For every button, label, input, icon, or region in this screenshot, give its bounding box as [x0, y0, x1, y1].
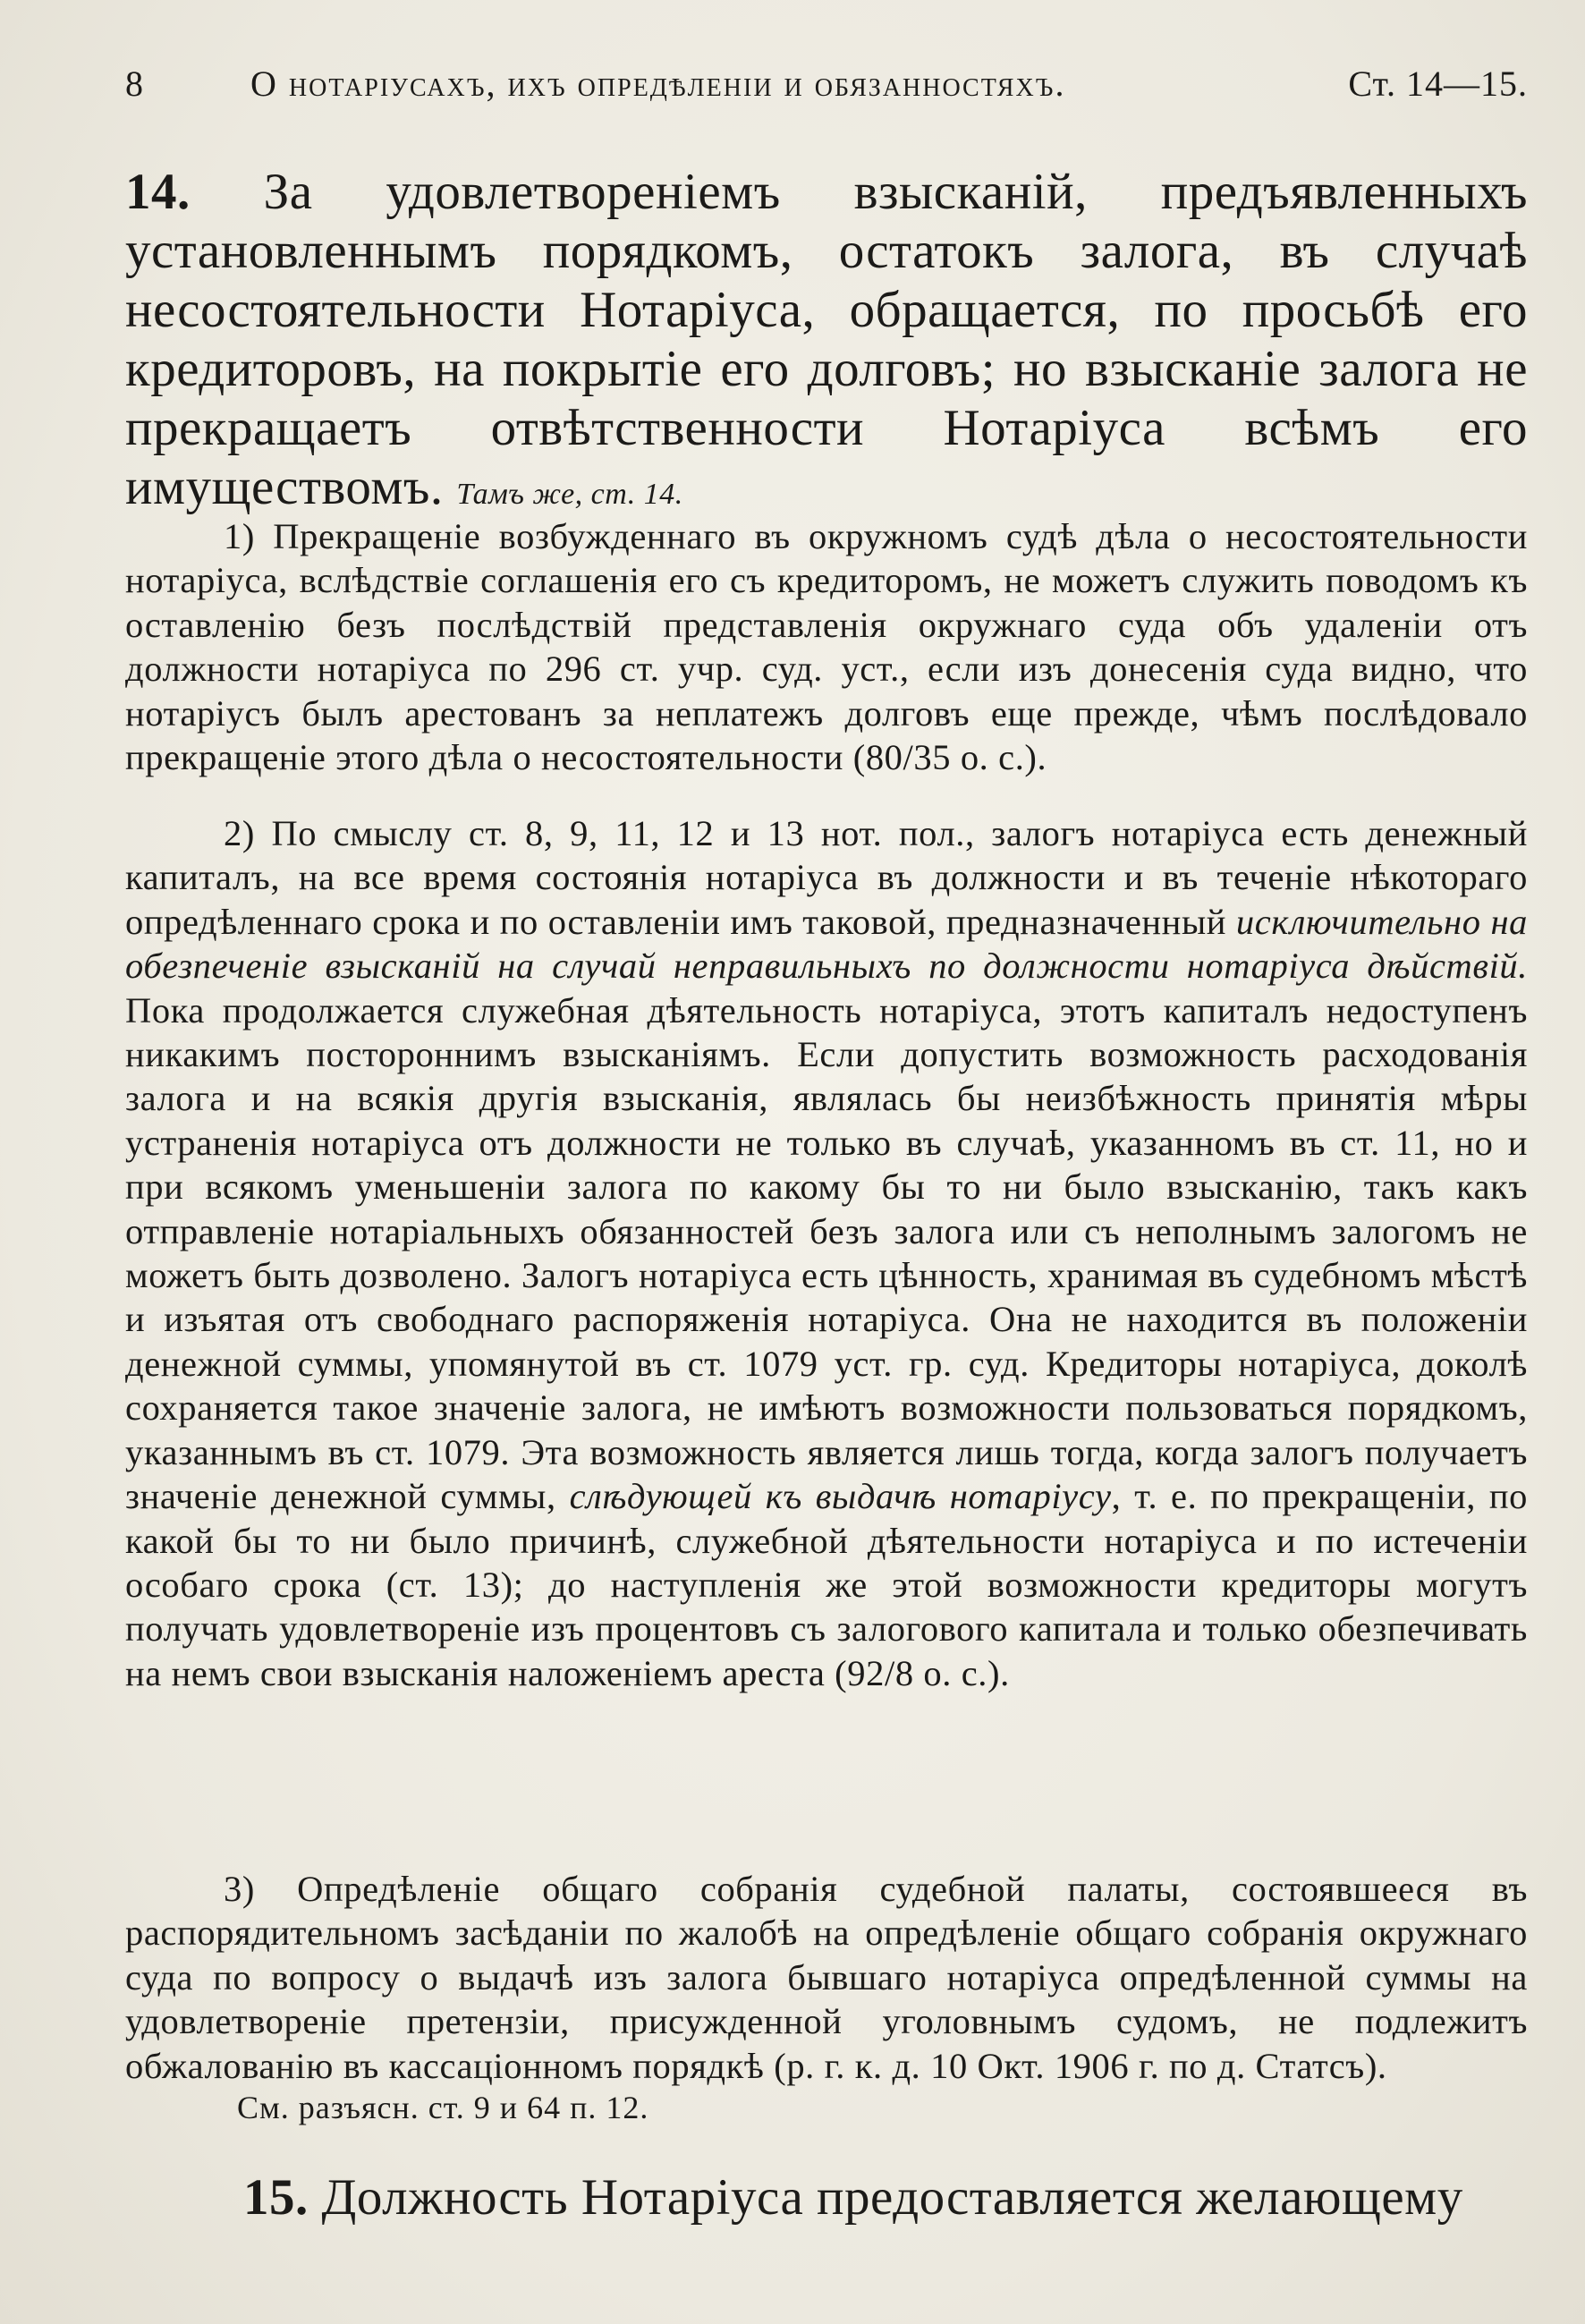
article-14-text: За удовлетвореніемъ взысканій, предъявленныхъ установленнымъ порядкомъ, остатокъ залога, въ случаѣ несостоятельности Нотаріуса, обращается, по просьбѣ его кредиторовъ, на покрытіе его долговъ; но взысканіе залога не прекращаетъ отвѣтственности Нотаріуса всѣмъ его имуществомъ.: [125, 164, 1528, 515]
page-header: [125, 57, 1528, 111]
article-15-text: Должность Нотаріуса предоставляется желающему: [321, 2169, 1463, 2226]
note-2-emphasis-a: исключительно на обезпеченіе взысканій на случай неправильныхъ по должности нотаріуса дѣйствій.: [125, 901, 1528, 987]
commentary-notes: [125, 514, 1528, 2128]
article-range: Ст. 14—15.: [1348, 64, 1528, 104]
article-14-number: 14.: [125, 164, 191, 220]
note-1: 1) Прекращеніе возбужденнаго въ окружномъ судѣ дѣла о несостоятельности нотаріуса, вслѣдствіе соглашенія его съ кредиторомъ, не можетъ служить поводомъ къ оставленію безъ послѣдствій представленія окружнаго суда объ удаленіи отъ должности нотаріуса по 296 ст. учр. суд. уст., если изъ донесенія суда видно, что нотаріусъ былъ арестованъ за неплатежъ долговъ еще прежде, чѣмъ послѣдовало прекращеніе этого дѣла о несостоятельности (80/35 о. с.).: [125, 516, 1528, 778]
see-also-reference: См. разъясн. ст. 9 и 64 п. 12.: [237, 2090, 649, 2125]
article-15-number: 15.: [243, 2169, 309, 2226]
note-2-text-c: , т. е. по прекращеніи, по какой бы то ни было причинѣ, служебной дѣятельности нотаріуса и по истеченіи особаго срока (ст. 13); до наступленія же этой возможности кредиторы могутъ получать удовлетвореніе изъ процентовъ съ залогового капитала и только обезпечивать на немъ свои взысканія наложеніемъ ареста (92/8 о. с.).: [125, 1476, 1528, 1693]
note-2-emphasis-b: слѣдующей къ выдачѣ нотаріусу: [569, 1476, 1112, 1517]
running-title: О нотаріусахъ, ихъ опредѣленіи и обязанностяхъ.: [250, 64, 1066, 104]
page-number: 8: [125, 64, 144, 104]
article-15: [243, 2168, 1528, 2227]
note-2: [125, 811, 1528, 1867]
note-3: 3) Опредѣленіе общаго собранія судебной палаты, состоявшееся въ распорядительномъ засѣданіи по жалобѣ на опредѣленіе общаго собранія окружнаго суда по вопросу о выдачѣ изъ залога бывшаго нотаріуса опредѣленной суммы на удовлетвореніе претензіи, присужденной уголовнымъ судомъ, не подлежитъ обжалованію въ кассаціонномъ порядкѣ (р. г. к. д. 10 Окт. 1906 г. по д. Статсъ).: [125, 1869, 1528, 2086]
note-2-text-a: 2) По смыслу ст. 8, 9, 11, 12 и 13 нот. пол., залогъ нотаріуса есть денежный капиталъ, на все время состоянія нотаріуса въ должности и въ теченіе нѣкотораго опредѣленнаго срока и по оставленіи имъ таковой, предназначенный: [125, 813, 1528, 942]
article-14: [125, 163, 1528, 524]
note-2-text-b: Пока продолжается служебная дѣятельность нотаріуса, этотъ капиталъ недоступенъ никакимъ постороннимъ взысканіямъ. Если допустить возможность расходованія залога и на всякія другія взысканія, являлась бы неизбѣжность принятія мѣры устраненія нотаріуса отъ должности не только въ случаѣ, указанномъ въ ст. 11, но и при всякомъ уменьшеніи залога по какому бы то ни было взысканію, такъ какъ отправленіе нотаріальныхъ обязанностей безъ залога или съ неполнымъ залогомъ не можетъ быть дозволено. Залогъ нотаріуса есть цѣнность, хранимая въ судебномъ мѣстѣ и изъятая отъ свободнаго распоряженія нотаріуса. Она не находится въ положеніи денежной суммы, упомянутой въ ст. 1079 уст. гр. суд. Кредиторы нотаріуса, доколѣ сохраняется такое значеніе залога, не имѣютъ возможности пользоваться порядкомъ, указаннымъ въ ст. 1079. Эта возможность является лишь тогда, когда залогъ получаетъ значеніе денежной суммы,: [125, 989, 1528, 1517]
article-14-source: Тамъ же, ст. 14.: [456, 478, 683, 511]
